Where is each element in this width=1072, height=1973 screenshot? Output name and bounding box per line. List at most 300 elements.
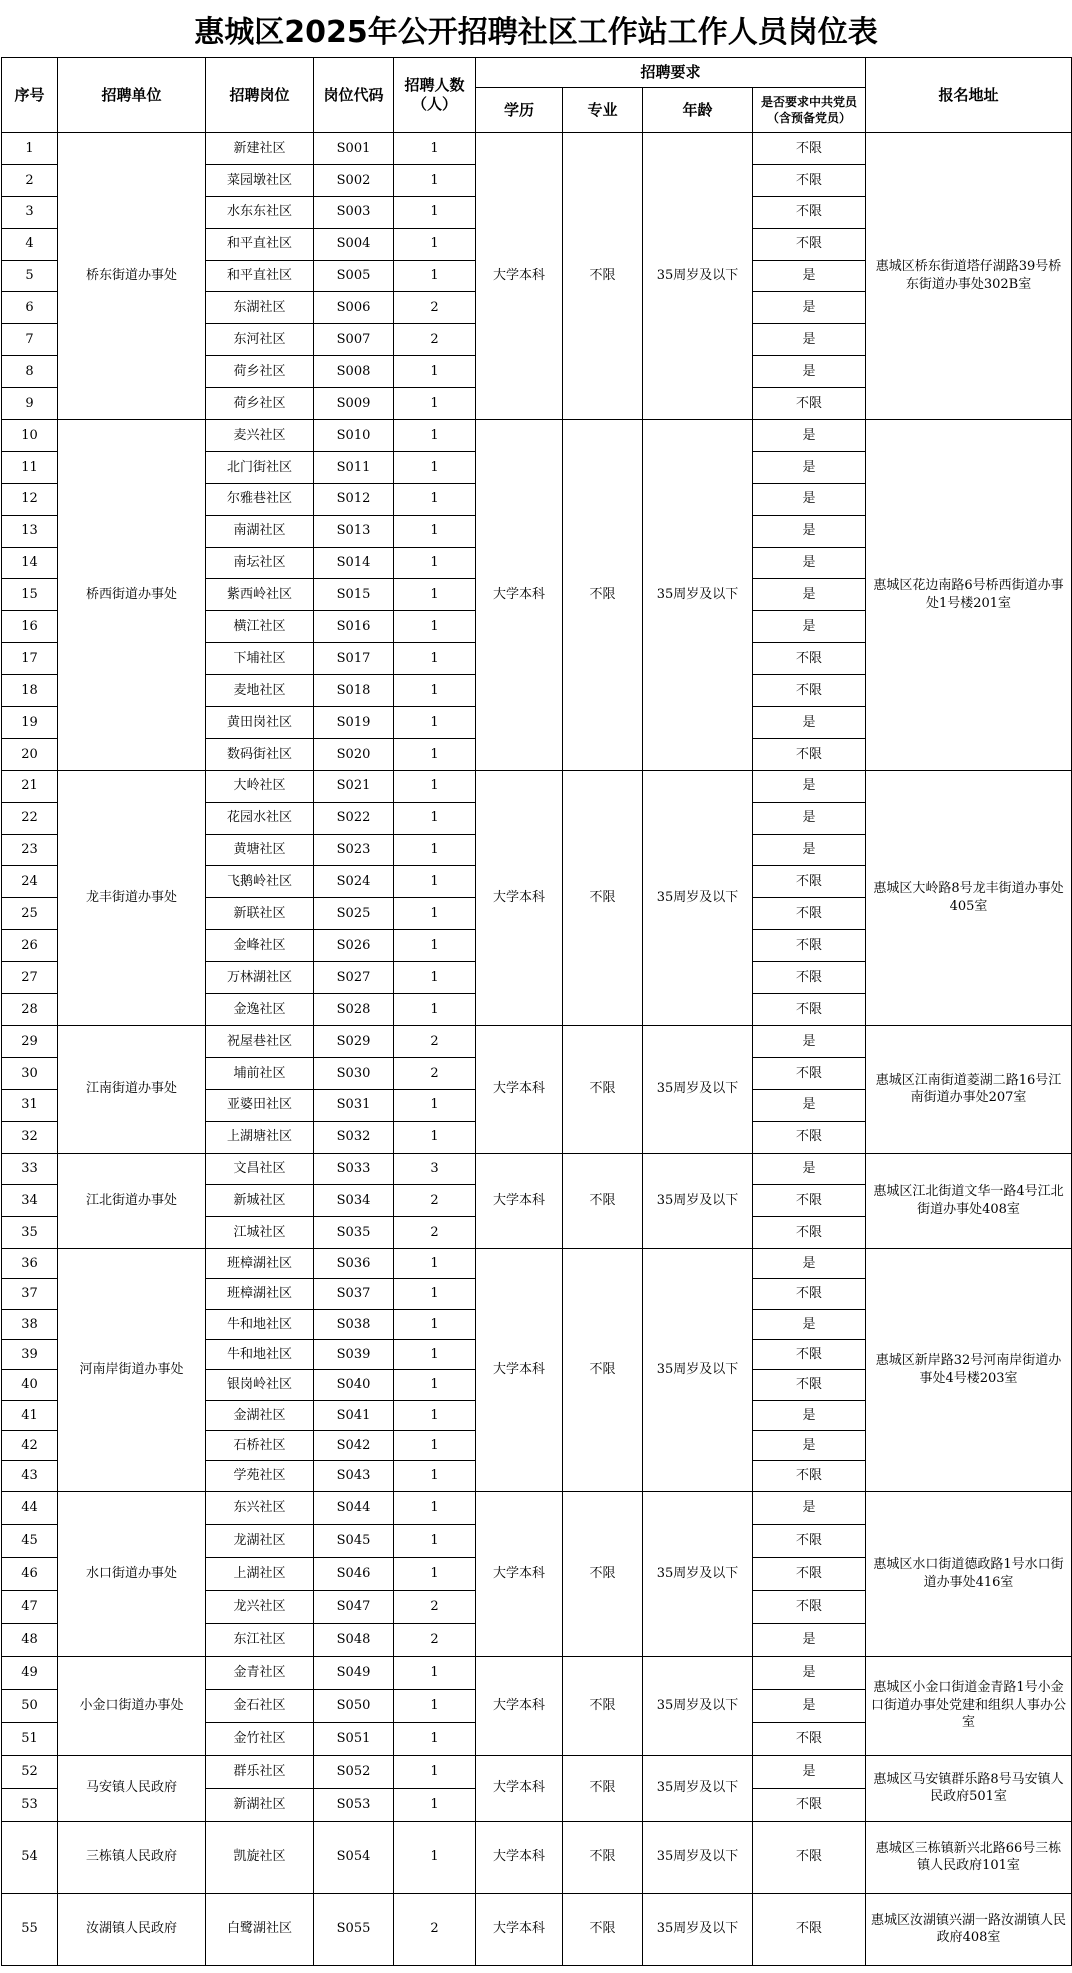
party-cell: 不限 (753, 1279, 866, 1309)
party-cell: 是 (753, 356, 866, 388)
party-cell: 是 (753, 292, 866, 324)
post-cell: 紫西岭社区 (206, 579, 314, 611)
party-cell: 是 (753, 579, 866, 611)
major-cell: 不限 (563, 1249, 643, 1491)
post-cell: 金逸社区 (206, 994, 314, 1026)
post-cell: 埔前社区 (206, 1057, 314, 1089)
unit-cell: 三栋镇人民政府 (58, 1821, 206, 1893)
table-row (2, 133, 1072, 165)
major-cell: 不限 (563, 1893, 643, 1965)
code-cell: S043 (314, 1461, 394, 1491)
post-cell: 横江社区 (206, 611, 314, 643)
seq-cell: 54 (2, 1821, 58, 1893)
seq-cell: 23 (2, 834, 58, 866)
seq-cell: 3 (2, 196, 58, 228)
address-cell: 惠城区马安镇群乐路8号马安镇人民政府501室 (866, 1755, 1072, 1821)
post-cell: 牛和地社区 (206, 1340, 314, 1370)
header-age: 年龄 (643, 88, 753, 133)
code-cell: S049 (314, 1656, 394, 1689)
code-cell: S019 (314, 707, 394, 739)
seq-cell: 28 (2, 994, 58, 1026)
count-cell: 1 (394, 420, 476, 452)
header-party: 是否要求中共党员（含预备党员） (753, 88, 866, 133)
unit-cell: 小金口街道办事处 (58, 1656, 206, 1755)
seq-cell: 45 (2, 1524, 58, 1557)
code-cell: S040 (314, 1370, 394, 1400)
seq-cell: 49 (2, 1656, 58, 1689)
unit-cell: 马安镇人民政府 (58, 1755, 206, 1821)
party-cell: 不限 (753, 1788, 866, 1821)
code-cell: S008 (314, 356, 394, 388)
post-cell: 和平直社区 (206, 228, 314, 260)
seq-cell: 36 (2, 1249, 58, 1279)
party-cell: 是 (753, 611, 866, 643)
post-cell: 上湖社区 (206, 1557, 314, 1590)
code-cell: S038 (314, 1309, 394, 1339)
seq-cell: 34 (2, 1185, 58, 1217)
post-cell: 花园水社区 (206, 802, 314, 834)
party-cell: 是 (753, 547, 866, 579)
post-cell: 龙湖社区 (206, 1524, 314, 1557)
count-cell: 1 (394, 675, 476, 707)
code-cell: S003 (314, 196, 394, 228)
address-cell: 惠城区江北街道文华一路4号江北街道办事处408室 (866, 1153, 1072, 1249)
count-cell: 1 (394, 834, 476, 866)
code-cell: S025 (314, 898, 394, 930)
party-cell: 不限 (753, 930, 866, 962)
major-cell: 不限 (563, 770, 643, 1025)
header-seq: 序号 (2, 58, 58, 133)
education-cell: 大学本科 (476, 133, 563, 420)
table-row (2, 1249, 1072, 1279)
count-cell: 1 (394, 547, 476, 579)
code-cell: S036 (314, 1249, 394, 1279)
count-cell: 2 (394, 1025, 476, 1057)
post-cell: 东江社区 (206, 1623, 314, 1656)
post-cell: 麦兴社区 (206, 420, 314, 452)
party-cell: 不限 (753, 1340, 866, 1370)
age-cell: 35周岁及以下 (643, 1249, 753, 1491)
code-cell: S045 (314, 1524, 394, 1557)
header-requirements: 招聘要求 (476, 58, 866, 88)
party-cell: 是 (753, 1430, 866, 1460)
table-row (2, 1821, 1072, 1893)
seq-cell: 37 (2, 1279, 58, 1309)
party-cell: 不限 (753, 643, 866, 675)
age-cell: 35周岁及以下 (643, 1656, 753, 1755)
seq-cell: 38 (2, 1309, 58, 1339)
code-cell: S050 (314, 1689, 394, 1722)
code-cell: S032 (314, 1121, 394, 1153)
party-cell: 是 (753, 1491, 866, 1524)
major-cell: 不限 (563, 1025, 643, 1153)
table-row (2, 1893, 1072, 1965)
count-cell: 2 (394, 1217, 476, 1249)
header-major: 专业 (563, 88, 643, 133)
code-cell: S034 (314, 1185, 394, 1217)
code-cell: S009 (314, 388, 394, 420)
party-cell: 是 (753, 802, 866, 834)
unit-cell: 桥东街道办事处 (58, 133, 206, 420)
code-cell: S033 (314, 1153, 394, 1185)
code-cell: S044 (314, 1491, 394, 1524)
party-cell: 不限 (753, 675, 866, 707)
age-cell: 35周岁及以下 (643, 1025, 753, 1153)
code-cell: S002 (314, 164, 394, 196)
party-cell: 不限 (753, 1121, 866, 1153)
count-cell: 1 (394, 133, 476, 165)
party-cell: 不限 (753, 1057, 866, 1089)
major-cell: 不限 (563, 1491, 643, 1656)
seq-cell: 6 (2, 292, 58, 324)
count-cell: 1 (394, 1491, 476, 1524)
post-cell: 学苑社区 (206, 1461, 314, 1491)
party-cell: 是 (753, 1689, 866, 1722)
count-cell: 1 (394, 1089, 476, 1121)
unit-cell: 江北街道办事处 (58, 1153, 206, 1249)
count-cell: 1 (394, 1821, 476, 1893)
seq-cell: 32 (2, 1121, 58, 1153)
count-cell: 2 (394, 1590, 476, 1623)
party-cell: 是 (753, 515, 866, 547)
post-cell: 新城社区 (206, 1185, 314, 1217)
post-cell: 班樟湖社区 (206, 1249, 314, 1279)
count-cell: 1 (394, 994, 476, 1026)
post-cell: 黄田岗社区 (206, 707, 314, 739)
count-cell: 2 (394, 1623, 476, 1656)
post-cell: 新建社区 (206, 133, 314, 165)
count-cell: 1 (394, 1755, 476, 1788)
seq-cell: 20 (2, 738, 58, 770)
count-cell: 1 (394, 1340, 476, 1370)
header-address: 报名地址 (866, 58, 1072, 133)
seq-cell: 42 (2, 1430, 58, 1460)
code-cell: S013 (314, 515, 394, 547)
party-cell: 不限 (753, 994, 866, 1026)
unit-cell: 汝湖镇人民政府 (58, 1893, 206, 1965)
count-cell: 1 (394, 483, 476, 515)
seq-cell: 1 (2, 133, 58, 165)
seq-cell: 25 (2, 898, 58, 930)
count-cell: 1 (394, 1461, 476, 1491)
post-cell: 上湖塘社区 (206, 1121, 314, 1153)
seq-cell: 52 (2, 1755, 58, 1788)
education-cell: 大学本科 (476, 1656, 563, 1755)
party-cell: 不限 (753, 898, 866, 930)
party-cell: 不限 (753, 1524, 866, 1557)
education-cell: 大学本科 (476, 770, 563, 1025)
party-cell: 不限 (753, 1461, 866, 1491)
seq-cell: 9 (2, 388, 58, 420)
post-cell: 东河社区 (206, 324, 314, 356)
code-cell: S051 (314, 1722, 394, 1755)
count-cell: 1 (394, 962, 476, 994)
code-cell: S054 (314, 1821, 394, 1893)
address-cell: 惠城区桥东街道塔仔湖路39号桥东街道办事处302B室 (866, 133, 1072, 420)
seq-cell: 2 (2, 164, 58, 196)
code-cell: S007 (314, 324, 394, 356)
count-cell: 1 (394, 451, 476, 483)
table-row (2, 1491, 1072, 1524)
recruitment-table (1, 57, 1072, 1966)
count-cell: 1 (394, 1309, 476, 1339)
post-cell: 万林湖社区 (206, 962, 314, 994)
code-cell: S042 (314, 1430, 394, 1460)
seq-cell: 30 (2, 1057, 58, 1089)
party-cell: 是 (753, 834, 866, 866)
code-cell: S029 (314, 1025, 394, 1057)
seq-cell: 19 (2, 707, 58, 739)
party-cell: 不限 (753, 1893, 866, 1965)
seq-cell: 53 (2, 1788, 58, 1821)
seq-cell: 15 (2, 579, 58, 611)
code-cell: S016 (314, 611, 394, 643)
code-cell: S004 (314, 228, 394, 260)
address-cell: 惠城区大岭路8号龙丰街道办事处405室 (866, 770, 1072, 1025)
count-cell: 1 (394, 388, 476, 420)
party-cell: 不限 (753, 738, 866, 770)
count-cell: 1 (394, 228, 476, 260)
post-cell: 凯旋社区 (206, 1821, 314, 1893)
party-cell: 是 (753, 1249, 866, 1279)
count-cell: 1 (394, 1722, 476, 1755)
table-row (2, 1025, 1072, 1057)
count-cell: 1 (394, 1430, 476, 1460)
seq-cell: 18 (2, 675, 58, 707)
post-cell: 水东东社区 (206, 196, 314, 228)
code-cell: S026 (314, 930, 394, 962)
count-cell: 1 (394, 770, 476, 802)
count-cell: 1 (394, 1557, 476, 1590)
post-cell: 新湖社区 (206, 1788, 314, 1821)
post-cell: 祝屋巷社区 (206, 1025, 314, 1057)
code-cell: S001 (314, 133, 394, 165)
age-cell: 35周岁及以下 (643, 1491, 753, 1656)
code-cell: S022 (314, 802, 394, 834)
header-post: 招聘岗位 (206, 58, 314, 133)
party-cell: 是 (753, 1153, 866, 1185)
seq-cell: 35 (2, 1217, 58, 1249)
seq-cell: 12 (2, 483, 58, 515)
code-cell: S017 (314, 643, 394, 675)
party-cell: 是 (753, 451, 866, 483)
post-cell: 南湖社区 (206, 515, 314, 547)
count-cell: 1 (394, 611, 476, 643)
count-cell: 2 (394, 1893, 476, 1965)
unit-cell: 水口街道办事处 (58, 1491, 206, 1656)
address-cell: 惠城区三栋镇新兴北路66号三栋镇人民政府101室 (866, 1821, 1072, 1893)
seq-cell: 46 (2, 1557, 58, 1590)
post-cell: 新联社区 (206, 898, 314, 930)
code-cell: S037 (314, 1279, 394, 1309)
header-education: 学历 (476, 88, 563, 133)
seq-cell: 43 (2, 1461, 58, 1491)
education-cell: 大学本科 (476, 1893, 563, 1965)
count-cell: 1 (394, 579, 476, 611)
post-cell: 金竹社区 (206, 1722, 314, 1755)
party-cell: 不限 (753, 1185, 866, 1217)
party-cell: 不限 (753, 1557, 866, 1590)
address-cell: 惠城区花边南路6号桥西街道办事处1号楼201室 (866, 420, 1072, 771)
party-cell: 不限 (753, 164, 866, 196)
party-cell: 不限 (753, 133, 866, 165)
seq-cell: 4 (2, 228, 58, 260)
party-cell: 是 (753, 770, 866, 802)
post-cell: 数码街社区 (206, 738, 314, 770)
major-cell: 不限 (563, 1821, 643, 1893)
party-cell: 是 (753, 1309, 866, 1339)
code-cell: S041 (314, 1400, 394, 1430)
age-cell: 35周岁及以下 (643, 1821, 753, 1893)
seq-cell: 22 (2, 802, 58, 834)
code-cell: S048 (314, 1623, 394, 1656)
party-cell: 是 (753, 260, 866, 292)
party-cell: 是 (753, 420, 866, 452)
party-cell: 不限 (753, 1821, 866, 1893)
seq-cell: 47 (2, 1590, 58, 1623)
count-cell: 3 (394, 1153, 476, 1185)
seq-cell: 55 (2, 1893, 58, 1965)
unit-cell: 江南街道办事处 (58, 1025, 206, 1153)
education-cell: 大学本科 (476, 1153, 563, 1249)
post-cell: 江城社区 (206, 1217, 314, 1249)
count-cell: 1 (394, 1370, 476, 1400)
count-cell: 1 (394, 866, 476, 898)
count-cell: 1 (394, 164, 476, 196)
post-cell: 银岗岭社区 (206, 1370, 314, 1400)
seq-cell: 50 (2, 1689, 58, 1722)
count-cell: 1 (394, 1121, 476, 1153)
post-cell: 亚婆田社区 (206, 1089, 314, 1121)
code-cell: S053 (314, 1788, 394, 1821)
education-cell: 大学本科 (476, 1025, 563, 1153)
age-cell: 35周岁及以下 (643, 420, 753, 771)
post-cell: 黄塘社区 (206, 834, 314, 866)
seq-cell: 7 (2, 324, 58, 356)
code-cell: S010 (314, 420, 394, 452)
major-cell: 不限 (563, 1656, 643, 1755)
seq-cell: 44 (2, 1491, 58, 1524)
table-row (2, 1656, 1072, 1689)
code-cell: S015 (314, 579, 394, 611)
seq-cell: 40 (2, 1370, 58, 1400)
unit-cell: 龙丰街道办事处 (58, 770, 206, 1025)
post-cell: 大岭社区 (206, 770, 314, 802)
address-cell: 惠城区汝湖镇兴湖一路汝湖镇人民政府408室 (866, 1893, 1072, 1965)
party-cell: 不限 (753, 388, 866, 420)
post-cell: 和平直社区 (206, 260, 314, 292)
seq-cell: 51 (2, 1722, 58, 1755)
post-cell: 下埔社区 (206, 643, 314, 675)
count-cell: 1 (394, 802, 476, 834)
post-cell: 荷乡社区 (206, 388, 314, 420)
code-cell: S024 (314, 866, 394, 898)
count-cell: 1 (394, 1656, 476, 1689)
age-cell: 35周岁及以下 (643, 1755, 753, 1821)
code-cell: S028 (314, 994, 394, 1026)
header-count: 招聘人数（人） (394, 58, 476, 133)
party-cell: 不限 (753, 1722, 866, 1755)
post-cell: 南坛社区 (206, 547, 314, 579)
address-cell: 惠城区小金口街道金青路1号小金口街道办事处党建和组织人事办公室 (866, 1656, 1072, 1755)
code-cell: S020 (314, 738, 394, 770)
unit-cell: 桥西街道办事处 (58, 420, 206, 771)
age-cell: 35周岁及以下 (643, 1153, 753, 1249)
seq-cell: 33 (2, 1153, 58, 1185)
education-cell: 大学本科 (476, 420, 563, 771)
table-row (2, 770, 1072, 802)
code-cell: S035 (314, 1217, 394, 1249)
post-cell: 麦地社区 (206, 675, 314, 707)
party-cell: 是 (753, 1656, 866, 1689)
seq-cell: 24 (2, 866, 58, 898)
party-cell: 是 (753, 1025, 866, 1057)
code-cell: S055 (314, 1893, 394, 1965)
party-cell: 是 (753, 483, 866, 515)
code-cell: S012 (314, 483, 394, 515)
party-cell: 是 (753, 1400, 866, 1430)
code-cell: S023 (314, 834, 394, 866)
count-cell: 1 (394, 707, 476, 739)
seq-cell: 31 (2, 1089, 58, 1121)
post-cell: 金峰社区 (206, 930, 314, 962)
address-cell: 惠城区江南街道菱湖二路16号江南街道办事处207室 (866, 1025, 1072, 1153)
code-cell: S027 (314, 962, 394, 994)
post-cell: 荷乡社区 (206, 356, 314, 388)
code-cell: S006 (314, 292, 394, 324)
post-cell: 菜园墩社区 (206, 164, 314, 196)
seq-cell: 21 (2, 770, 58, 802)
post-cell: 东湖社区 (206, 292, 314, 324)
seq-cell: 27 (2, 962, 58, 994)
party-cell: 不限 (753, 196, 866, 228)
party-cell: 不限 (753, 1217, 866, 1249)
post-cell: 东兴社区 (206, 1491, 314, 1524)
count-cell: 2 (394, 292, 476, 324)
count-cell: 1 (394, 1400, 476, 1430)
code-cell: S047 (314, 1590, 394, 1623)
code-cell: S052 (314, 1755, 394, 1788)
post-cell: 尔雅巷社区 (206, 483, 314, 515)
seq-cell: 11 (2, 451, 58, 483)
party-cell: 不限 (753, 1590, 866, 1623)
count-cell: 1 (394, 1524, 476, 1557)
age-cell: 35周岁及以下 (643, 1893, 753, 1965)
code-cell: S005 (314, 260, 394, 292)
education-cell: 大学本科 (476, 1821, 563, 1893)
post-cell: 白鹭湖社区 (206, 1893, 314, 1965)
count-cell: 2 (394, 1185, 476, 1217)
count-cell: 1 (394, 1689, 476, 1722)
count-cell: 1 (394, 643, 476, 675)
code-cell: S030 (314, 1057, 394, 1089)
header-unit: 招聘单位 (58, 58, 206, 133)
table-row (2, 420, 1072, 452)
post-cell: 飞鹅岭社区 (206, 866, 314, 898)
code-cell: S014 (314, 547, 394, 579)
party-cell: 是 (753, 1089, 866, 1121)
code-cell: S039 (314, 1340, 394, 1370)
party-cell: 不限 (753, 228, 866, 260)
code-cell: S018 (314, 675, 394, 707)
party-cell: 不限 (753, 962, 866, 994)
post-cell: 群乐社区 (206, 1755, 314, 1788)
party-cell: 不限 (753, 1370, 866, 1400)
unit-cell: 河南岸街道办事处 (58, 1249, 206, 1491)
seq-cell: 16 (2, 611, 58, 643)
major-cell: 不限 (563, 1755, 643, 1821)
count-cell: 2 (394, 1057, 476, 1089)
